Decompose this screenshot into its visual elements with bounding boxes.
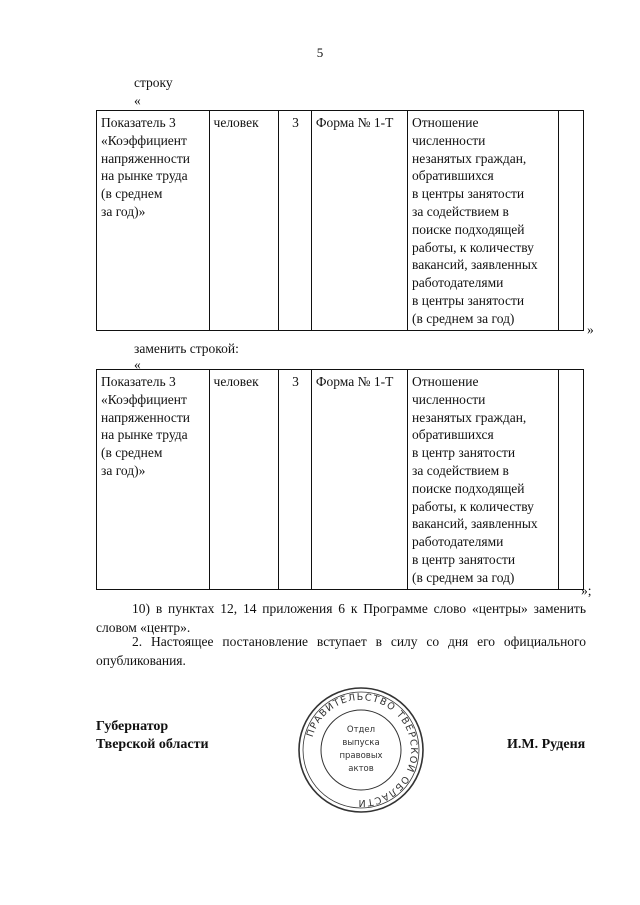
indicator-cell (97, 111, 210, 331)
official-seal-stamp (296, 685, 426, 815)
form-text: Форма № 1-Т (315, 374, 394, 389)
code-text: 3 (292, 374, 299, 389)
unit-text: человек (213, 374, 259, 389)
unit-cell (209, 370, 279, 590)
empty-cell (559, 370, 584, 590)
table-row (97, 370, 584, 590)
quote-close-2: »; (581, 583, 592, 598)
signature-title (96, 718, 209, 754)
quote-close-1: » (587, 322, 594, 337)
empty-cell (559, 111, 584, 331)
quote-open-2: « (134, 357, 141, 372)
code-cell (279, 370, 312, 590)
code-text: 3 (292, 115, 299, 130)
signature-title-line1: Губернатор (96, 719, 169, 734)
indicator-text: Показатель 3 «Коэффициент напряженности на рынке труда (в среднем за год)» (101, 115, 191, 219)
seal-ring-text: ПРАВИТЕЛЬСТВО ТВЕРСКОЙ ОБЛАСТИ (304, 691, 420, 809)
seal-center-line: Отдел (346, 725, 376, 735)
unit-text: человек (213, 115, 259, 130)
paragraph-2: 2. Настоящее постановление вступает в силу со дня его официального опубликования. (96, 634, 586, 668)
code-cell (279, 111, 312, 331)
form-text: Форма № 1-Т (315, 115, 394, 130)
form-cell (311, 370, 407, 590)
intro-text-1: строку (134, 75, 173, 90)
table-replacement-row (96, 369, 584, 590)
paragraph-10: 10) в пунктах 12, 14 приложения 6 к Программе слово «центры» заменить словом «центр». (96, 601, 586, 635)
table-original-row (96, 110, 584, 331)
description-cell (408, 370, 559, 590)
seal-center-line: актов (348, 764, 374, 774)
seal-center-line: выпуска (342, 738, 380, 748)
indicator-text: Показатель 3 «Коэффициент напряженности на рынке труда (в среднем за год)» (101, 374, 191, 478)
unit-cell (209, 111, 279, 331)
quote-open-1: « (134, 93, 141, 108)
form-cell (311, 111, 407, 331)
intro-text-2: заменить строкой: (134, 341, 239, 356)
signature-name: И.М. Руденя (507, 737, 586, 752)
description-cell (408, 111, 559, 331)
signature-title-line2: Тверской области (96, 737, 209, 752)
table-row (97, 111, 584, 331)
description-text: Отношение численности незанятых граждан, обратившихся в центр занятости за содействием в поиске подходящей работы, к количеству вакансий, заявленных работодателями в центр занятости (в среднем за год) (412, 374, 538, 585)
description-text: Отношение численности незанятых граждан, обратившихся в центры занятости за содействием в поиске подходящей работы, к количеству вакансий, заявленных работодателями в центры занятости (в среднем за год) (412, 115, 538, 326)
indicator-cell (97, 370, 210, 590)
seal-center-line: правовых (339, 751, 383, 761)
page-number: 5 (316, 45, 324, 60)
